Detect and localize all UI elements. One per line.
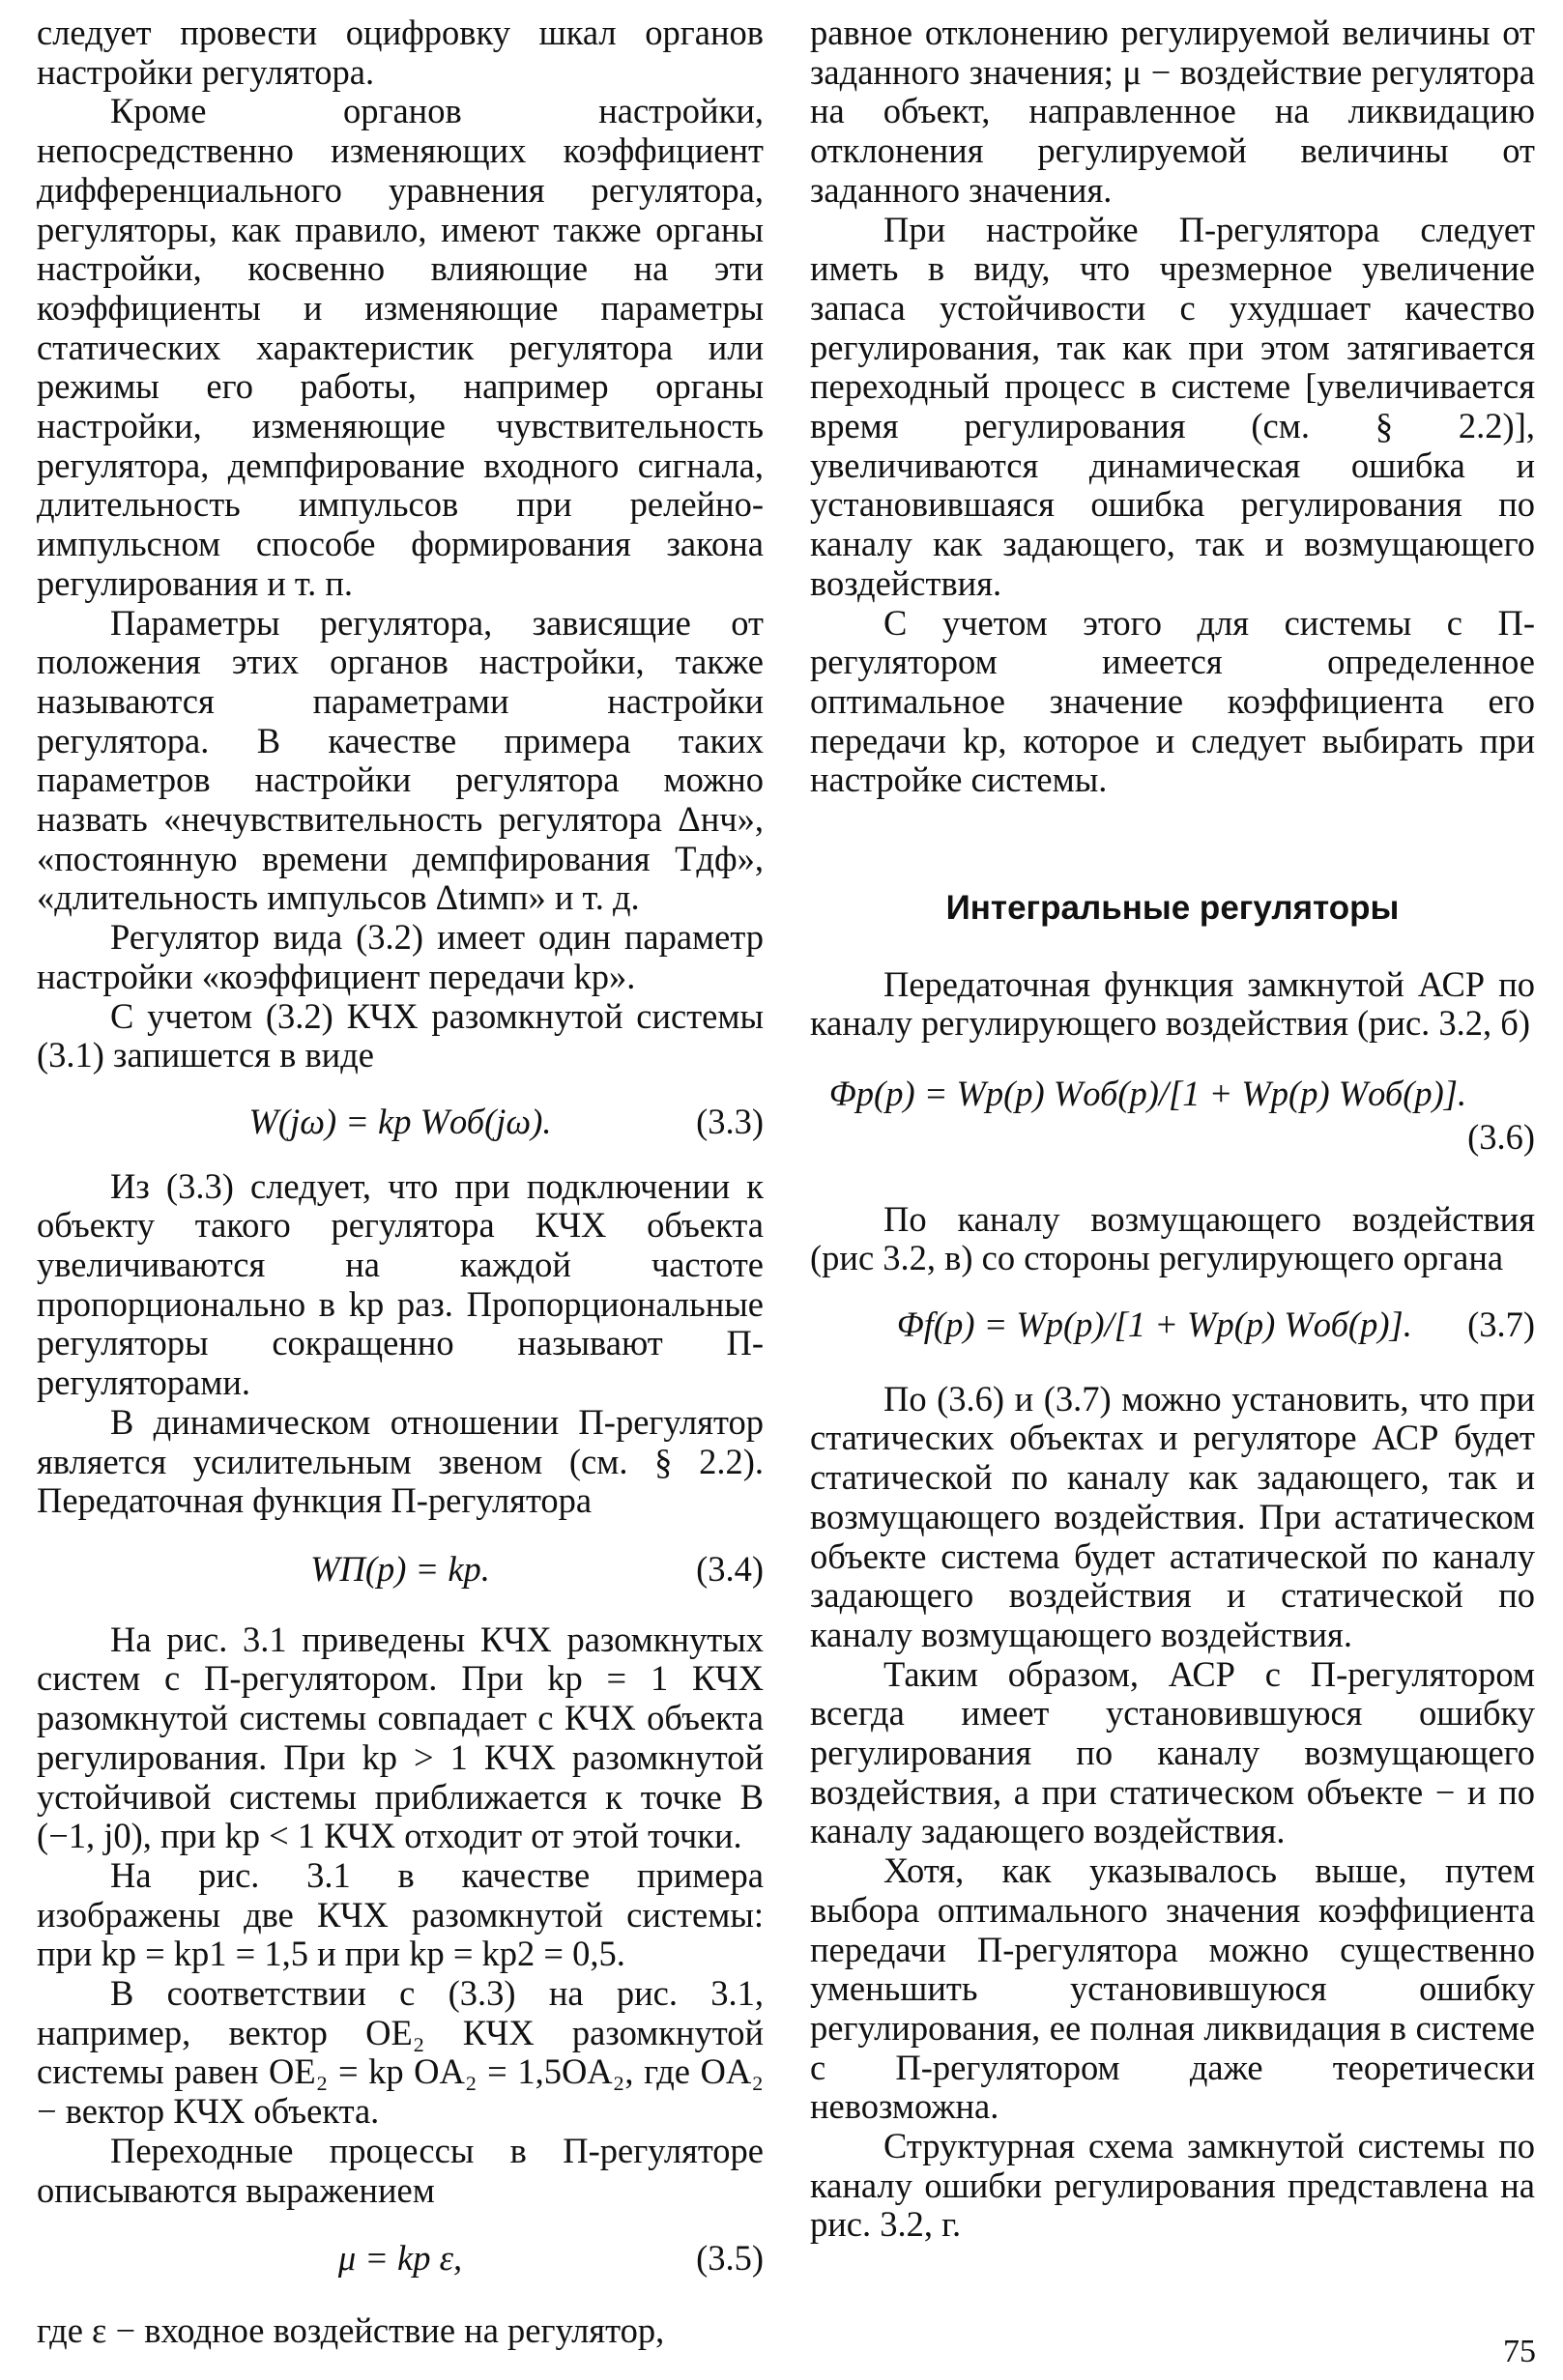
left-column [37,14,764,2351]
section-heading: Интегральные регуляторы [945,889,1400,928]
equation-3-7 [810,1305,1535,1345]
equation-formula: μ = kр ε, [337,2238,463,2279]
paragraph: Переходные процессы в П-регуляторе описываются выражением [37,2130,764,2210]
right-column [810,14,1535,2245]
page-number: 75 [1503,2334,1536,2369]
equation-number: (3.6) [1467,1116,1535,1157]
paragraph: По каналу возмущающего воздействия (рис 3.2, в) со стороны регулирующего органа [810,1198,1535,1278]
paragraph: равное отклонению регулируемой величины от заданного значения; μ − воздействие регулятора на объект, направленное на ликвидацию отклонения регулируемой величины от заданного значения. [810,13,1535,210]
paragraph: следует провести оцифровку шкал органов настройки регулятора. [37,13,764,92]
equation-3-3 [37,1103,764,1142]
equation-3-5 [37,2239,764,2279]
paragraph: Из (3.3) следует, что при подключении к объекту такого регулятора КЧХ объекта увеличиваются на каждой частоте пропорционально в kр раз. Пропорциональные регуляторы сокращенно называют П-регуляторами. [37,1165,764,1403]
equation-formula: Φf(p) = Wр(p)/[1 + Wр(p) Wоб(p)]. [897,1304,1412,1344]
paragraph: На рис. 3.1 в качестве примера изображены две КЧХ разомкнутой системы: при kр = kр1 = 1,5 и при kр = kр2 = 0,5. [37,1854,764,1974]
paragraph: Таким образом, АСР с П-регулятором всегда имеет установившуюся ошибку регулирования по каналу возмущающего воздействия, а при статическом объекте − и по каналу задающего воздействия. [810,1653,1535,1851]
paragraph: С учетом этого для системы с П-регулятором имеется определенное оптимальное значение коэффициента его передачи kр, которое и следует выбирать при настройке системы. [810,602,1535,800]
equation-3-6 [810,1075,1535,1114]
equation-3-4 [37,1550,764,1590]
paragraph: При настройке П-регулятора следует иметь в виду, что чрезмерное увеличение запаса устойчивости c ухудшает качество регулирования, так как при этом затягивается переходный процесс в системе [увеличивается время регулирования (см. § 2.2)], увеличиваются динамическая ошибка и установившаяся ошибка регулирования по каналу как задающего, так и возмущающего воздействия. [810,209,1535,603]
paragraph: Передаточная функция замкнутой АСР по каналу регулирующего воздействия (рис. 3.2, б) [810,963,1535,1044]
paragraph: Регулятор вида (3.2) имеет один параметр настройки «коэффициент передачи kр». [37,917,764,996]
paragraph: В соответствии с (3.3) на рис. 3.1, например, вектор OE₂ КЧХ разомкнутой системы равен OE₂ = kр OA₂ = 1,5OA₂, где OA₂ − вектор КЧХ объекта. [37,1973,764,2132]
paragraph: С учетом (3.2) КЧХ разомкнутой системы (3.1) запишется в виде [37,995,764,1075]
equation-number: (3.4) [696,1549,764,1589]
paragraph: По (3.6) и (3.7) можно установить, что при статических объектах и регуляторе АСР будет статической по каналу как задающего, так и возмущающего воздействия. При астатическом объекте система будет астатической по каналу задающего воздействия и статической по каналу возмущающего воздействия. [810,1378,1535,1654]
paragraph: Параметры регулятора, зависящие от положения этих органов настройки, также называются параметрами настройки регулятора. В качестве примера таких параметров настройки регулятора можно назвать «нечувствительность регулятора Δнч», «постоянную времени демпфирования Tдф», «длительность импульсов Δtимп» и т. д. [37,602,764,918]
paragraph: В динамическом отношении П-регулятор является усилительным звеном (см. § 2.2). Передаточная функция П-регулятора [37,1401,764,1521]
equation-number: (3.7) [1467,1304,1535,1344]
equation-formula: WП(p) = kр. [310,1549,490,1589]
equation-number: (3.5) [696,2238,764,2279]
paragraph: Хотя, как указывалось выше, путем выбора оптимального значения коэффициента передачи П-регулятора можно существенно уменьшить установившуюся ошибку регулирования, ее полная ликвидация в системе с П-регулятором даже теоретически невозможна. [810,1850,1535,2127]
equation-formula: W(jω) = kр Wоб(jω). [248,1101,552,1141]
paragraph: где ε − входное воздействие на регулятор, [37,2309,665,2350]
equation-number: (3.3) [696,1101,764,1141]
equation-formula: Φр(p) = Wр(p) Wоб(p)/[1 + Wр(p) Wоб(p)]. [829,1074,1467,1114]
paragraph: Кроме органов настройки, непосредственно изменяющих коэффициент дифференциального уравнения регулятора, регуляторы, как правило, имеют также органы настройки, косвенно влияющие на эти коэффициенты и изменяющие параметры статических характеристик регулятора или режимы его работы, например органы настройки, изменяющие чувствительность регулятора, демпфирование входного сигнала, длительность импульсов при релейно-импульсном способе формирования закона регулирования и т. п. [37,91,764,603]
paragraph: Структурная схема замкнутой системы по каналу ошибки регулирования представлена на рис. 3.2, г. [810,2126,1535,2245]
paragraph: На рис. 3.1 приведены КЧХ разомкнутых систем с П-регулятором. При kр = 1 КЧХ разомкнутой системы совпадает с КЧХ объекта регулирования. При kр > 1 КЧХ разомкнутой устойчивой системы приближается к точке B (−1, j0), при kр < 1 КЧХ отходит от этой точки. [37,1619,764,1856]
